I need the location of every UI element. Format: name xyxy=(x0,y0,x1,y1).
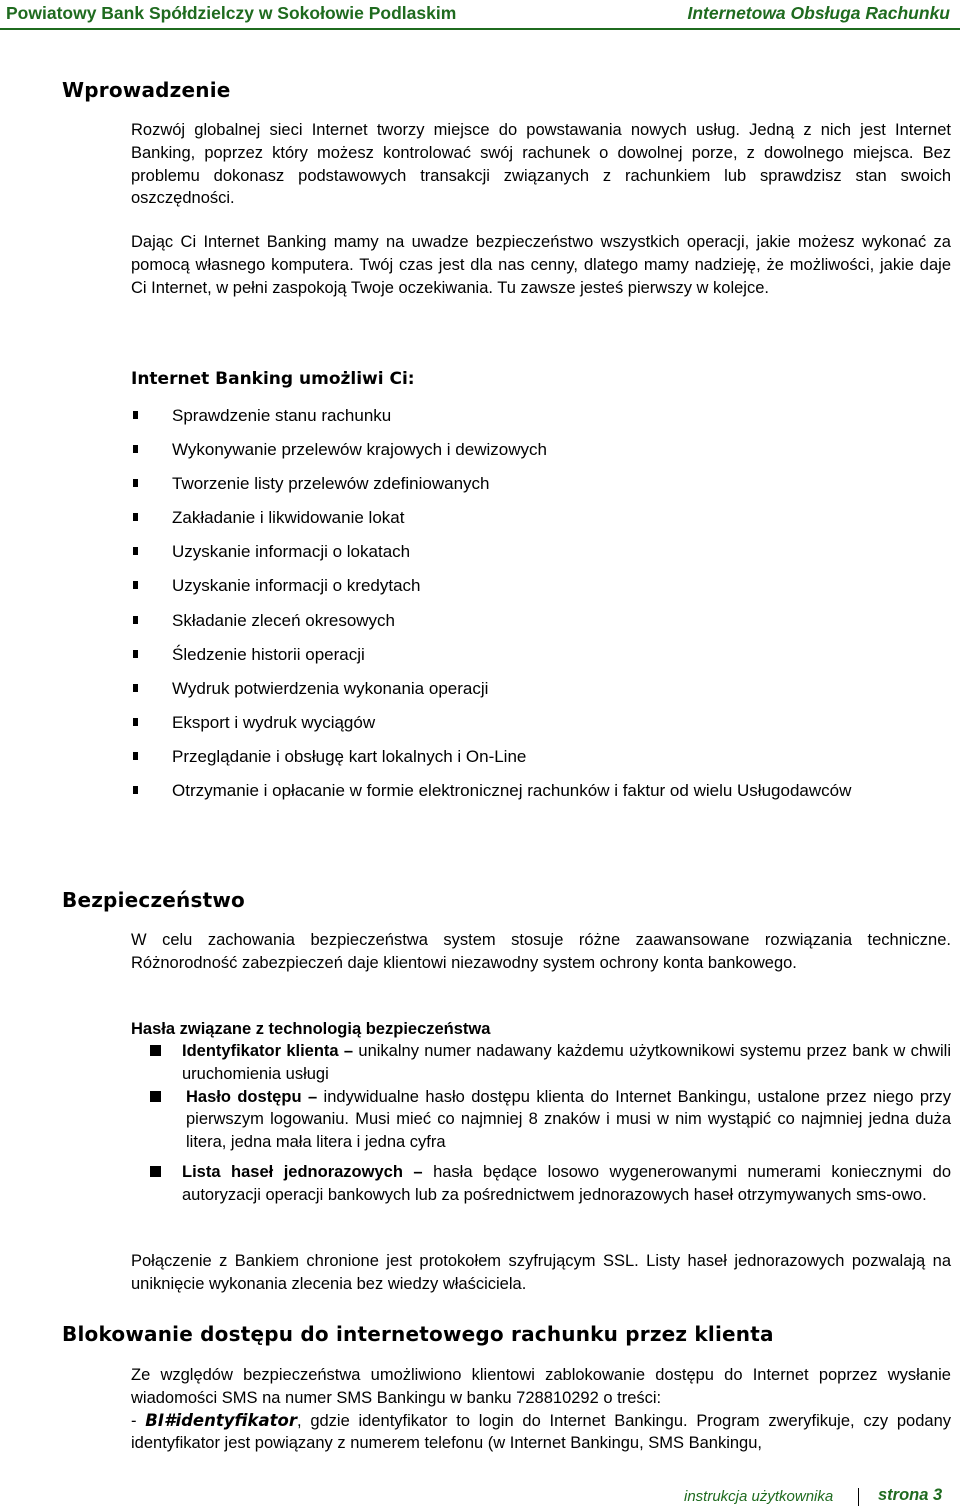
footer-label: instrukcja użytkownika xyxy=(684,1488,834,1505)
password-types-list xyxy=(150,1040,951,1207)
footer-separator xyxy=(858,1488,859,1506)
feature-label: Składanie zleceń okresowych xyxy=(172,610,396,630)
blocking-heading: Blokowanie dostępu do internetowego rachunku przez klienta xyxy=(62,1322,774,1346)
feature-item xyxy=(131,508,960,542)
bullet-icon xyxy=(133,513,138,521)
intro-paragraph-2: Dając Ci Internet Banking mamy na uwadze bezpieczeństwo wszystkich operacji, jakie możesz wykonać za pomocą własnego komputera. Twój czas jest dla nas cenny, dlatego mamy nadzieję, że możliwości, jakie daje Ci Internet, w pełni zaspokoją Twoje oczekiwania. Tu zawsze jesteś pierwszy w kolejce. xyxy=(131,233,951,297)
feature-item xyxy=(131,474,960,508)
bullet-icon xyxy=(133,752,138,760)
bullet-icon xyxy=(133,547,138,555)
intro-heading: Wprowadzenie xyxy=(62,78,231,102)
header-rule xyxy=(0,28,960,30)
bullet-icon xyxy=(133,650,138,658)
feature-item xyxy=(131,679,960,713)
feature-item xyxy=(131,645,960,679)
square-bullet-icon xyxy=(150,1091,161,1102)
security-heading: Bezpieczeństwo xyxy=(62,888,245,912)
blocking-text-1: Ze względów bezpieczeństwa umożliwiono klientowi zablokowanie dostępu do Internet poprzez wysłanie wiadomości SMS na numer SMS Bankingu w banku 728810292 o treści: xyxy=(131,1366,951,1407)
list-item xyxy=(150,1040,951,1086)
feature-label: Eksport i wydruk wyciągów xyxy=(172,712,376,732)
blocking-paragraph xyxy=(131,1364,951,1455)
document-title: Internetowa Obsługa Rachunku xyxy=(687,3,950,23)
features-heading: Internet Banking umożliwi Ci: xyxy=(131,369,415,389)
bullet-icon xyxy=(133,684,138,692)
bullet-icon xyxy=(133,616,138,624)
feature-item xyxy=(131,542,960,576)
feature-label: Śledzenie historii operacji xyxy=(172,644,365,664)
list-item xyxy=(150,1161,951,1207)
sms-command: BI#identyfikator xyxy=(145,1410,297,1430)
term: Hasło dostępu – xyxy=(186,1087,318,1106)
bullet-icon xyxy=(133,411,138,419)
feature-item xyxy=(131,440,960,474)
feature-item xyxy=(131,747,960,781)
feature-label: Uzyskanie informacji o kredytach xyxy=(172,576,421,596)
term: Identyfikator klienta – xyxy=(182,1042,354,1060)
feature-item xyxy=(131,611,960,645)
page-number: strona 3 xyxy=(878,1486,943,1504)
feature-label: Otrzymanie i opłacanie w formie elektronicznej rachunków i faktur od wielu Usługodawców xyxy=(172,781,852,801)
intro-paragraph-1: Rozwój globalnej sieci Internet tworzy miejsce do powstawania nowych usług. Jedną z nich jest Internet Banking, poprzez który możesz kontrolować swój rachunek o dowolnej porze, z dowolnego miejsca. Bez problemu dokonasz podstawowych transakcji związanych z rachunkiem lub sprawdzisz stan swoich oszczędności. xyxy=(131,121,951,208)
bullet-icon xyxy=(133,445,138,453)
security-subtitle: Hasła związane z technologią bezpieczeństwa xyxy=(131,1020,491,1038)
feature-label: Tworzenie listy przelewów zdefiniowanych xyxy=(172,474,490,494)
bullet-icon xyxy=(133,581,138,589)
feature-label: Wydruk potwierdzenia wykonania operacji xyxy=(172,678,489,698)
security-paragraph-2: Połączenie z Bankiem chronione jest protokołem szyfrującym SSL. Listy haseł jednorazowych pozwalają na uniknięcie wykonania zlecenia bez wiedzy właściciela. xyxy=(131,1252,951,1293)
list-item xyxy=(150,1086,951,1154)
bank-name: Powiatowy Bank Spółdzielczy w Sokołowie Podlaskim xyxy=(6,3,457,23)
square-bullet-icon xyxy=(150,1166,161,1177)
feature-label: Zakładanie i likwidowanie lokat xyxy=(172,508,405,528)
bullet-icon xyxy=(133,479,138,487)
feature-item xyxy=(131,781,960,815)
blocking-text-2: , gdzie identyfikator to login do Internet Bankingu. Program zweryfikuje, czy podany identyfikator jest powiązany z numerem telefonu (w Internet Bankingu, SMS Bankingu, xyxy=(131,1411,951,1453)
feature-item xyxy=(131,713,960,747)
security-paragraph-1: W celu zachowania bezpieczeństwa system stosuje różne zaawansowane rozwiązania techniczne. Różnorodność zabezpieczeń daje klientowi niezawodny system ochrony konta bankowego. xyxy=(131,931,951,972)
definition: hasła będące losowo wygenerowanymi numerami koniecznymi do autoryzacji operacji bankowych lub za pośrednictwem jednorazowych haseł otrzymywanych sms-owo. xyxy=(182,1162,951,1204)
page-footer xyxy=(0,1480,960,1507)
bullet-icon xyxy=(133,786,138,794)
bullet-icon xyxy=(133,718,138,726)
features-list xyxy=(131,406,960,815)
feature-label: Uzyskanie informacji o lokatach xyxy=(172,542,411,562)
definition: unikalny numer nadawany każdemu użytkownikowi systemu przez bank w chwili uruchomienia usługi xyxy=(182,1042,951,1083)
feature-label: Wykonywanie przelewów krajowych i dewizowych xyxy=(172,440,547,460)
feature-label: Przeglądanie i obsługę kart lokalnych i On-Line xyxy=(172,746,527,766)
definition: indywidualne hasło dostępu klienta do Internet Bankingu, ustalone przez niego przy pierwszym logowaniu. Musi mieć co najmniej 8 znaków i musi w nim wystąpić co najmniej jedna duża litera, jedna mała litera i jedna cyfra xyxy=(186,1087,951,1152)
term: Lista haseł jednorazowych – xyxy=(182,1162,423,1181)
feature-item xyxy=(131,576,960,610)
page-header xyxy=(0,0,960,26)
square-bullet-icon xyxy=(150,1045,161,1056)
feature-item xyxy=(131,406,960,440)
dash: - xyxy=(131,1411,146,1430)
feature-label: Sprawdzenie stanu rachunku xyxy=(172,406,392,425)
